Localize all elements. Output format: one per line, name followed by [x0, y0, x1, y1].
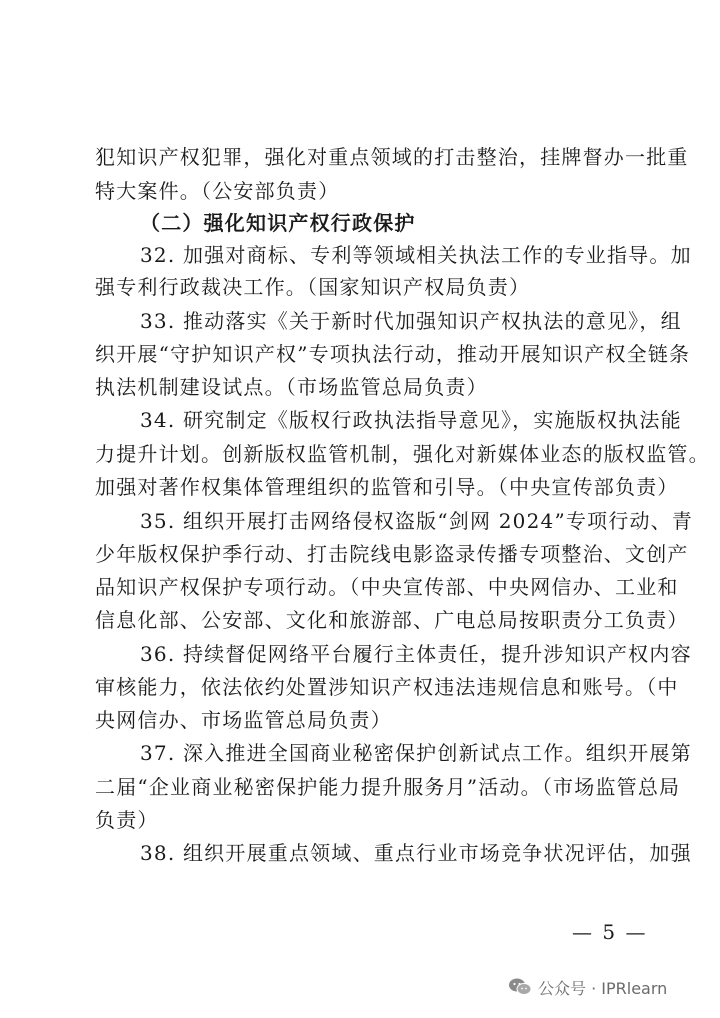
text-line: 力提升计划。创新版权监管机制，强化对新媒体业态的版权监管。 [95, 442, 710, 466]
section-heading: （二）强化知识产权行政保护 [140, 211, 416, 235]
text-line: 35. 组织开展打击网络侵权盗版“剑网 2024”专项行动、青 [140, 509, 694, 533]
wechat-icon [508, 977, 532, 997]
text-line: 信息化部、公安部、文化和旅游部、广电总局按职责分工负责） [95, 608, 689, 632]
text-line: 特大案件。（公安部负责） [95, 179, 340, 203]
text-line: 央网信办、市场监管总局负责） [95, 708, 392, 732]
text-line: 34. 研究制定《版权行政执法指导意见》，实施版权执法能 [140, 408, 682, 432]
watermark [508, 974, 667, 1000]
text-line: 33. 推动落实《关于新时代加强知识产权执法的意见》，组 [140, 309, 682, 333]
text-line: 品知识产权保护专项行动。（中央宣传部、中央网信办、工业和 [95, 575, 679, 599]
watermark-text: 公众号 · IPRlearn [538, 978, 668, 998]
text-line: 少年版权保护季行动、打击院线电影盗录传播专项整治、文创产 [95, 542, 689, 566]
text-line: 二届“企业商业秘密保护能力提升服务月”活动。（市场监管总局 [95, 775, 681, 799]
text-line: 38. 组织开展重点领域、重点行业市场竞争状况评估，加强 [140, 841, 692, 865]
text-line: 37. 深入推进全国商业秘密保护创新试点工作。组织开展第 [140, 741, 692, 765]
text-line: 负责） [95, 808, 159, 832]
text-line: 32. 加强对商标、专利等领域相关执法工作的专业指导。加 [140, 243, 692, 267]
text-line: 36. 持续督促网络平台履行主体责任，提升涉知识产权内容 [140, 642, 692, 666]
page-number: — 5 — [572, 920, 648, 944]
text-line: 犯知识产权犯罪，强化对重点领域的打击整治，挂牌督办一批重 [95, 145, 689, 169]
text-line: 执法机制建设试点。（市场监管总局负责） [95, 375, 488, 399]
text-line: 强专利行政裁决工作。（国家知识产权局负责） [95, 275, 531, 299]
text-line: 加强对著作权集体管理组织的监管和引导。（中央宣传部负责） [95, 475, 679, 499]
text-line: 审核能力，依法依约处置涉知识产权违法违规信息和账号。（中 [95, 675, 679, 699]
text-line: 织开展“守护知识产权”专项执法行动，推动开展知识产权全链条 [95, 342, 691, 366]
